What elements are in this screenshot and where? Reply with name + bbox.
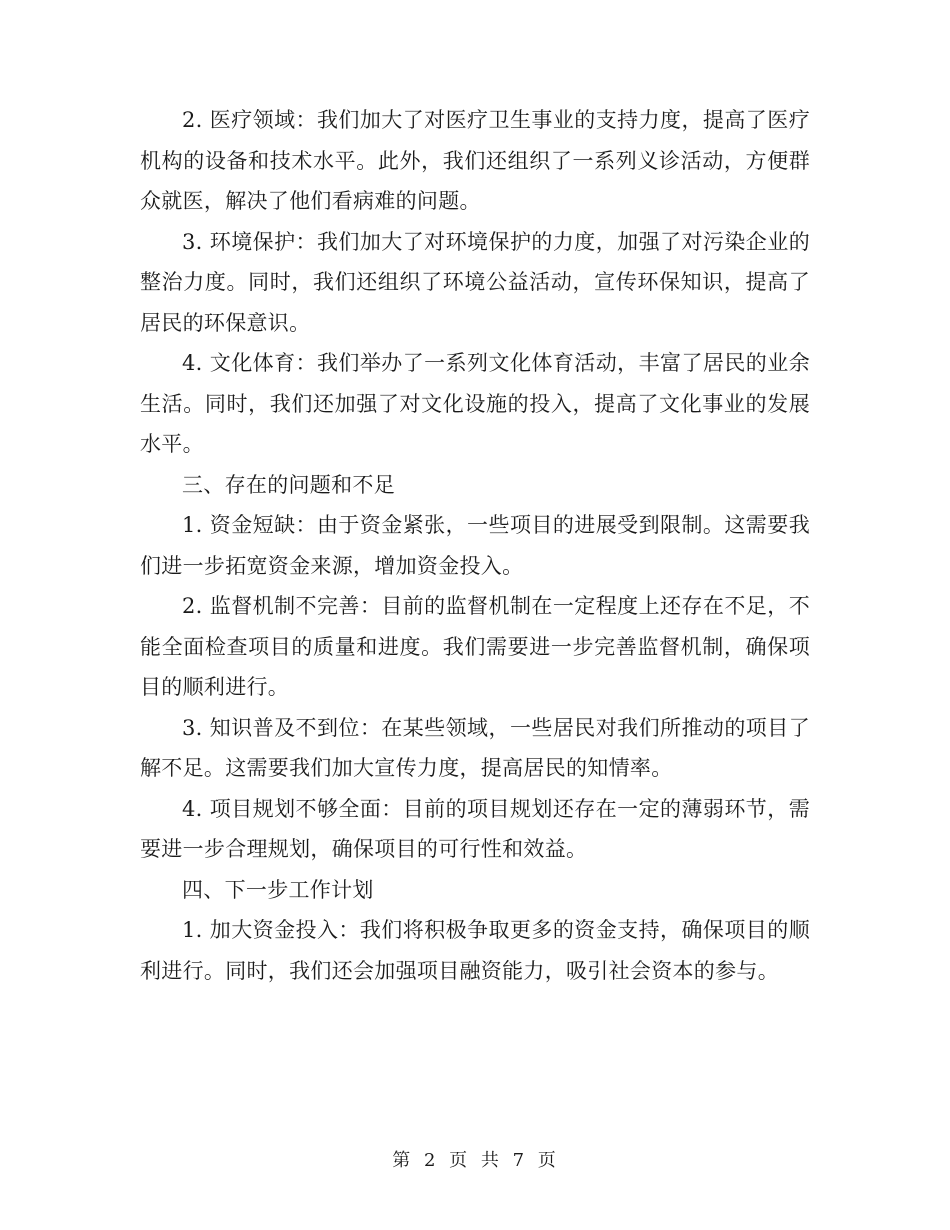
paragraph-environment: 3. 环境保护：我们加大了对环境保护的力度，加强了对污染企业的整治力度。同时，我们还组织了环境公益活动，宣传环保知识，提高了居民的环保意识。: [140, 229, 810, 335]
paragraph-funding-shortage: 1. 资金短缺：由于资金紧张，一些项目的进展受到限制。这需要我们进一步拓宽资金来源，增加资金投入。: [140, 513, 810, 578]
paragraph-planning: 4. 项目规划不够全面：目前的项目规划还存在一定的薄弱环节，需要进一步合理规划，确保项目的可行性和效益。: [140, 796, 810, 861]
section-heading-problems: 三、存在的问题和不足: [182, 472, 395, 497]
paragraph-investment: 1. 加大资金投入：我们将积极争取更多的资金支持，确保项目的顺利进行。同时，我们还会加强项目融资能力，吸引社会资本的参与。: [140, 918, 810, 983]
paragraph-medical: 2. 医疗领域：我们加大了对医疗卫生事业的支持力度，提高了医疗机构的设备和技术水平。此外，我们还组织了一系列义诊活动，方便群众就医，解决了他们看病难的问题。: [140, 108, 810, 213]
document-body: [140, 100, 810, 991]
page-number-footer: 第 2 页 共 7 页: [392, 1150, 558, 1171]
paragraph-knowledge: 3. 知识普及不到位：在某些领域，一些居民对我们所推动的项目了解不足。这需要我们加大宣传力度，提高居民的知情率。: [140, 715, 810, 780]
paragraph-culture-sports: 4. 文化体育：我们举办了一系列文化体育活动，丰富了居民的业余生活。同时，我们还加强了对文化设施的投入，提高了文化事业的发展水平。: [140, 351, 810, 456]
paragraph-supervision: 2. 监督机制不完善：目前的监督机制在一定程度上还存在不足，不能全面检查项目的质量和进度。我们需要进一步完善监督机制，确保项目的顺利进行。: [140, 594, 810, 699]
section-heading-next-steps: 四、下一步工作计划: [182, 877, 374, 902]
